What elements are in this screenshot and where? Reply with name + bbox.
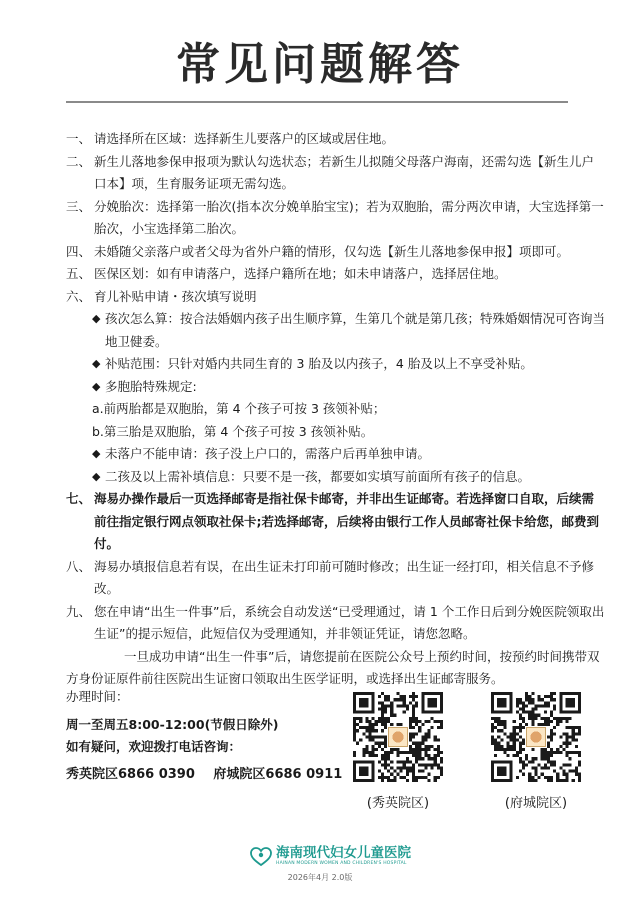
faq-item-1: [66, 128, 606, 151]
sub-rule-a: a.前两胎都是双胞胎，第 4 个孩子可按 3 孩领补贴；: [92, 401, 386, 416]
bullet-item: [66, 376, 606, 399]
office-hours: 周一至周五8:00-12:00(节假日除外): [66, 717, 279, 732]
faq-item-2: [66, 151, 606, 196]
phone-xiuying: 秀英院区6866 0390: [66, 767, 195, 782]
faq-item-text: 海易办操作最后一页选择邮寄是指社保卡邮寄，并非出生证邮寄。若选择窗口自取，后续需前往指定银行网点领取社保卡;若选择邮寄，后续将由银行工作人员邮寄社保卡给您，邮费到付。: [94, 491, 600, 551]
bullet-item: [66, 443, 606, 466]
faq-item-number: 四、: [66, 243, 92, 259]
faq-list: [66, 128, 606, 691]
hospital-name: 海南现代妇女儿童医院: [276, 845, 411, 861]
sub-rule-b: b.第三胎是双胞胎，第 4 个孩子可按 3 孩领补贴。: [92, 423, 374, 439]
qr-fucheng: [491, 692, 581, 811]
diamond-bullet-icon: ◆: [92, 447, 101, 460]
faq-item-text: 请选择所在区域：选择新生儿要落户的区域或居住地。: [94, 131, 395, 146]
faq-item-text: 海易办填报信息若有误，在出生证未打印前可随时修改；出生证一经打印，相关信息不予修改。: [94, 558, 595, 596]
phone-prompt: 如有疑问，欢迎拨打电话咨询：: [66, 739, 242, 754]
faq-item-number: 八、: [66, 558, 92, 574]
qr-caption-xiuying: (秀英院区): [366, 796, 430, 811]
faq-item-5: [66, 263, 606, 286]
faq-item-number: 六、: [66, 288, 92, 304]
faq-item-text: 分娩胎次：选择第一胎次(指本次分娩单胎宝宝)；若为双胞胎，需分两次申请，大宝选择第一胎次，小宝选择第二胎次。: [94, 198, 604, 236]
appointment-paragraph: 一旦成功申请“出生一件事”后，请您提前在医院公众号上预约时间，按预约时间携带双方身份证原件前往医院出生证窗口领取出生医学证明，或选择出生证邮寄服务。: [66, 648, 600, 686]
bullet-text: 未落户不能申请：孩子没上户口的，需落户后再单独申请。: [105, 446, 431, 461]
faq-item-text: 育儿补贴申请・孩次填写说明: [94, 288, 257, 304]
diamond-bullet-icon: ◆: [92, 357, 101, 370]
office-hours-label: 办理时间：: [66, 689, 129, 704]
faq-item-text: 您在申请“出生一件事”后，系统会自动发送“已受理通过，请 1 个工作日后到分娩医院领取出生证”的提示短信，此短信仅为受理通知，并非领证凭证，请您忽略。: [94, 603, 605, 641]
bullet-text: 孩次怎么算：按合法婚姻内孩子出生顺序算，生第几个就是第几孩；特殊婚姻情况可咨询当地卫健委。: [105, 311, 606, 349]
faq-item-3: [66, 196, 606, 241]
hospital-heart-icon: [250, 847, 272, 867]
faq-item-8: [66, 556, 606, 601]
faq-item-number: 七、: [66, 491, 92, 506]
faq-item-number: 三、: [66, 198, 92, 214]
bullet-text: 补贴范围：只针对婚内共同生育的 3 胎及以内孩子，4 胎及以上不享受补贴。: [105, 356, 533, 371]
faq-item-7: [66, 488, 606, 556]
phone-fucheng: 府城院区6686 0911: [213, 767, 343, 782]
faq-item-number: 五、: [66, 266, 92, 281]
qr-xiuying: [353, 692, 443, 811]
title-divider: [66, 101, 568, 103]
faq-item-9: [66, 601, 606, 646]
faq-item-4: [66, 241, 606, 264]
faq-item-text: 新生儿落地参保申报项为默认勾选状态；若新生儿拟随父母落户海南，还需勾选【新生儿户口本】项，生育服务证项无需勾选。: [94, 153, 595, 191]
diamond-bullet-icon: ◆: [92, 379, 101, 393]
bullet-text: 二孩及以上需补填信息：只要不是一孩，都要如实填写前面所有孩子的信息。: [105, 468, 531, 484]
bullet-item: [66, 308, 606, 353]
bullet-item: [66, 353, 606, 376]
bullet-text: 多胞胎特殊规定:: [105, 378, 197, 394]
qr-code-icon: [491, 692, 581, 782]
hospital-logo: [250, 846, 411, 867]
faq-item-6: [66, 286, 606, 309]
contact-info: [66, 686, 356, 786]
phone-numbers: [66, 764, 356, 786]
faq-item-text: 未婚随父亲落户或者父母为省外户籍的情形，仅勾选【新生儿落地参保申报】项即可。: [94, 243, 570, 259]
version-note: 2026年4月 2.0版: [287, 873, 353, 882]
bullet-item: [66, 466, 606, 489]
hospital-name-en: HAINAN MODERN WOMEN AND CHILDREN'S HOSPITAL: [276, 861, 407, 866]
diamond-bullet-icon: ◆: [92, 469, 101, 483]
qr-code-icon: [353, 692, 443, 782]
faq-item-number: 二、: [66, 153, 92, 169]
page-title: 常见问题解答: [176, 39, 464, 90]
faq-item-number: 一、: [66, 131, 92, 146]
diamond-bullet-icon: ◆: [92, 312, 101, 325]
faq-item-text: 医保区划：如有申请落户，选择户籍所在地；如未申请落户，选择居住地。: [94, 266, 507, 281]
qr-caption-fucheng: (府城院区): [504, 796, 568, 811]
faq-item-number: 九、: [66, 603, 92, 619]
